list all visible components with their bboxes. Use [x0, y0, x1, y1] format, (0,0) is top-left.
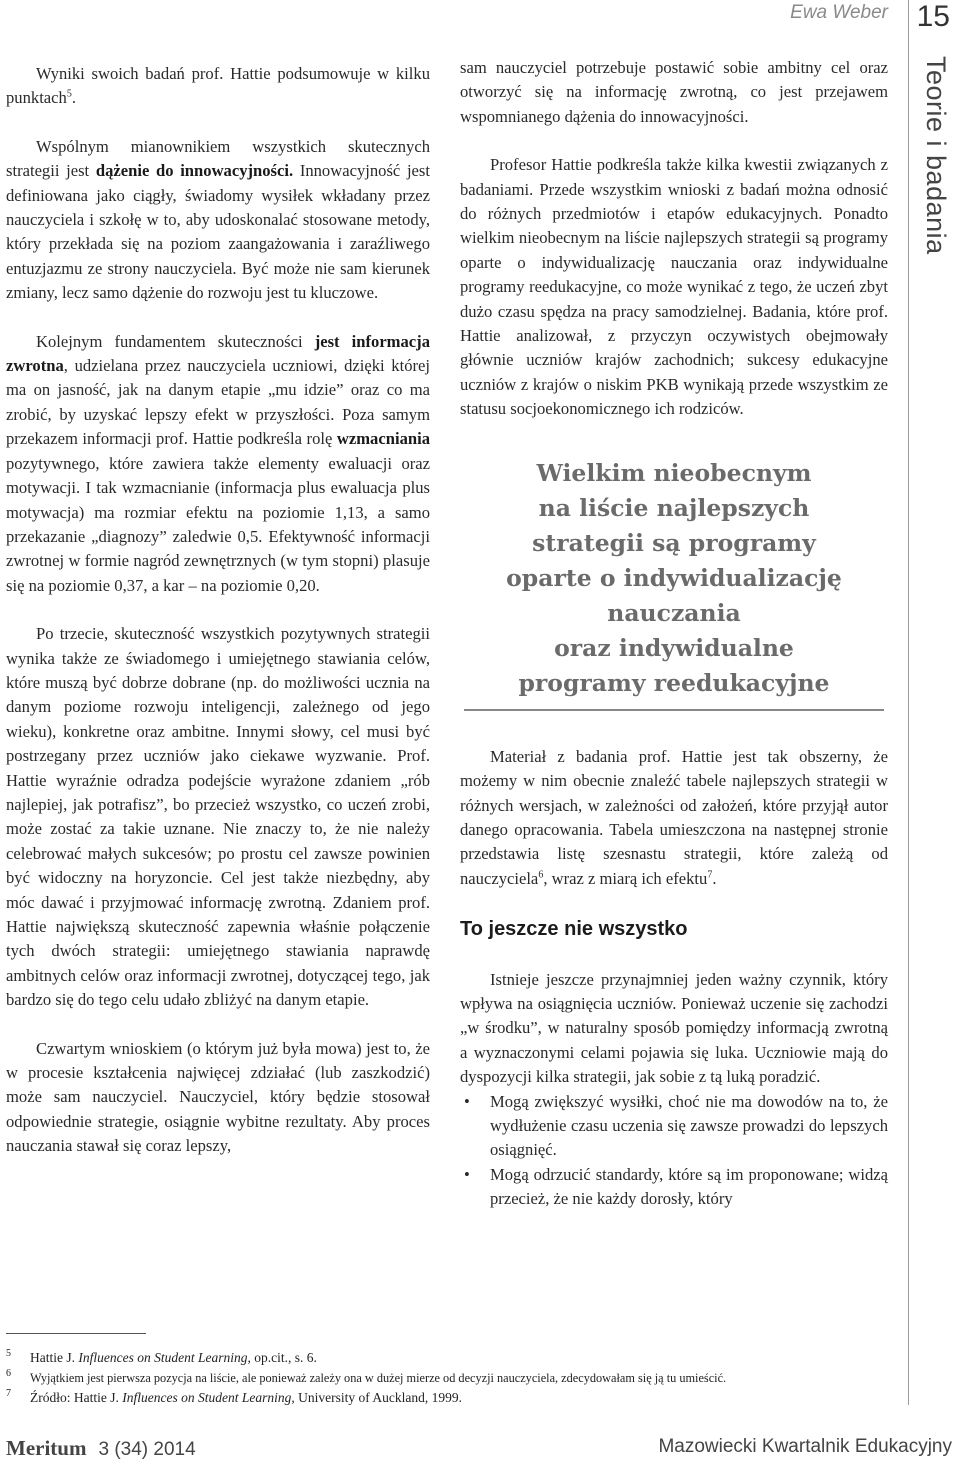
pull-quote-line: programy reedukacyjne	[518, 668, 830, 697]
paragraph: Wyniki swoich badań prof. Hattie podsumowuje w kilku punktach$^5$.	[6, 64, 430, 108]
paragraph: Wspólnym mianownikiem wszystkich skutecznych strategii jest dążenie do innowacyjności. Innowacyjność jest definiowana jako ciągły, świadomy wysiłek wkładany przez nauczyciela i szkołę w to, aby udoskonalać stosowane metody, który przekłada się na poziom zaangażowania i zaraźliwego entuzjazmu ze strony nauczyciela. Być może nie sam kierunek zmiany, lecz samo dążenie do rozwoju jest tu kluczowe.	[6, 136, 430, 303]
footnote: 7 Źródło: Hattie J. Influences on Student Learning, University of Auckland, 1999.	[6, 1388, 462, 1405]
bullet-list	[460, 1090, 888, 1212]
paragraph: Materiał z badania prof. Hattie jest tak obszerny, że możemy w nim obecnie znaleźć tabele najlepszych strategii w różnych wersjach, w zależności od założeń, które przyjął autor danego opracowania. Tabela umieszczona na następnej stronie przedstawia listę szesnastu strategii, które zależą od nauczyciela$^6$, wraz z miarą ich efektu$^7$.	[460, 746, 888, 888]
paragraph: Kolejnym fundamentem skuteczności jest informacja zwrotna, udzielana przez nauczyciela uczniowi, dzięki której ma on jasność, jak na danym etapie „mu idzie” oraz co ma zrobić, by uzyskać lepszy efekt w przyszłości. Poza samym przekazem informacji prof. Hattie podkreśla rolę wzmacniania pozytywnego, które zawiera także elementy ewaluacji oraz motywacji. I tak wzmacnianie (informacja plus ewaluacja plus motywacja) ma rozmiar efektu na poziomie 1,13, a samo przekazanie „diagnozy” zaledwie 0,5. Efektywność informacji zwrotnej w formie nagród zewnętrznych (w tym stopni) plasuje się na poziomie 0,37, a kar – na poziomie 0,20.	[6, 331, 430, 595]
vertical-divider	[908, 0, 909, 1405]
footnote: 6 Wyjątkiem jest pierwsza pozycja na liście, ale ponieważ zależy ona w dużej mierze od decyzji nauczyciela, zdecydowałam się ją tu umieścić.	[6, 1368, 727, 1385]
bullet-icon: •	[464, 1164, 470, 1184]
journal-brand: Meritum	[6, 1436, 87, 1460]
pull-quote-line: strategii są programy	[532, 528, 816, 557]
paragraph: Profesor Hattie podkreśla także kilka kwestii związanych z badaniami. Przede wszystkim wnioski z badań można odnosić do różnych przedmiotów i etapów edukacyjnych. Ponadto wielkim nieobecnym na liście najlepszych strategii są programy oparte o indywidualizację nauczania oraz indywidualne programy reedukacyjne, co może wynikać z tego, że uczeń zbyt dużo czasu spędza na pracy samodzielnej. Badania, które prof. Hattie analizował, z przyczyn oczywistych obejmowały głównie uczniów krajów zachodnich; sukcesy edukacyjne uczniów z krajów o niskim PKB wynikają przede wszystkim ze statusu socjoekonomicznego ich rodziców.	[460, 155, 888, 419]
footnotes	[6, 1348, 896, 1408]
pull-quote	[464, 456, 884, 711]
list-item: • Mogą odrzucić standardy, które są im proponowane; widzą przecież, że nie każdy dorosły, który	[464, 1164, 888, 1209]
pull-quote-line: oparte o indywidualizację	[506, 563, 842, 592]
bullet-icon: •	[464, 1091, 470, 1111]
section-title: Teorie i badania	[921, 56, 951, 255]
footnote: 5 Hattie J. Influences on Student Learning, op.cit., s. 6.	[6, 1348, 317, 1365]
paragraph: sam nauczyciel potrzebuje postawić sobie ambitny cel oraz otworzyć się na informację zwrotną, co jest przejawem wspomnianego dążenia do innowacyjności.	[460, 58, 888, 126]
right-column	[460, 56, 888, 1212]
list-item: • Mogą zwiększyć wysiłki, choć nie ma dowodów na to, że wydłużenie czasu uczenia się zawsze prowadzi do lepszych osiągnięć.	[464, 1091, 888, 1160]
subheading: To jeszcze nie wszystko	[460, 918, 688, 941]
pull-quote-line: na liście najlepszych	[538, 493, 810, 522]
pull-quote-line: Wielkim nieobecnym	[536, 458, 812, 487]
footer-journal	[6, 1436, 196, 1461]
issue-number: 3 (34) 2014	[98, 1439, 196, 1460]
pull-quote-line: nauczania	[607, 598, 741, 627]
footnote-divider	[6, 1333, 146, 1334]
paragraph: Istnieje jeszcze przynajmniej jeden ważny czynnik, który wpływa na osiągnięcia uczniów. Ponieważ uczenie się zachodzi „w środku”, w naturalny sposób pomiędzy informacją zwrotną a wyznaczonymi celami pojawia się luka. Uczniowie mają do dyspozycji kilka strategii, jak sobie z tą luką poradzić.	[460, 969, 888, 1087]
paragraph: Czwartym wnioskiem (o którym już była mowa) jest to, że w procesie kształcenia najwięcej zdziałać (lub zaszkodzić) może sam nauczyciel. Nauczyciel, który będzie stosował odpowiednie strategie, osiągnie wybitne rezultaty. Aby proces nauczania stawał się coraz lepszy,	[6, 1038, 430, 1156]
left-column	[6, 62, 430, 1159]
author-name: Ewa Weber	[790, 2, 888, 23]
paragraph: Po trzecie, skuteczność wszystkich pozytywnych strategii wynika także ze świadomego i umiejętnego stawiania celów, które muszą być dobrze dobrane (np. do możliwości ucznia na danym poziome rozwoju inteligencji, zależnego od jego wieku), konkretne oraz ambitne. Innymi słowy, cel musi być postrzegany przez uczniów jako ciekawe wyzwanie. Prof. Hattie wyraźnie odradza podejście wyrażone zdaniem „rób najlepiej, jak potrafisz”, bo przecież wszystko, co uczeń zrobi, może zostać za takie uznane. Nie znaczy to, że nie należy celebrować małych sukcesów; po prostu cel zawsze powinien być widoczny na horyzoncie. Cel jest także niezbędny, aby móc dawać i przyjmować informację zwrotną. Zdaniem prof. Hattie największą skuteczność zapewnia właśnie połączenie tych dwóch strategii: umiejętnego stawiania naprawdę ambitnych celów oraz informacji zwrotnej, dotyczącej tego, jak bardzo się do tego celu udało zbliżyć na danym etapie.	[6, 624, 430, 1010]
pull-quote-line: oraz indywidualne	[554, 633, 794, 662]
page-number: 15	[916, 0, 950, 33]
footer-publication: Mazowiecki Kwartalnik Edukacyjny	[658, 1436, 952, 1457]
